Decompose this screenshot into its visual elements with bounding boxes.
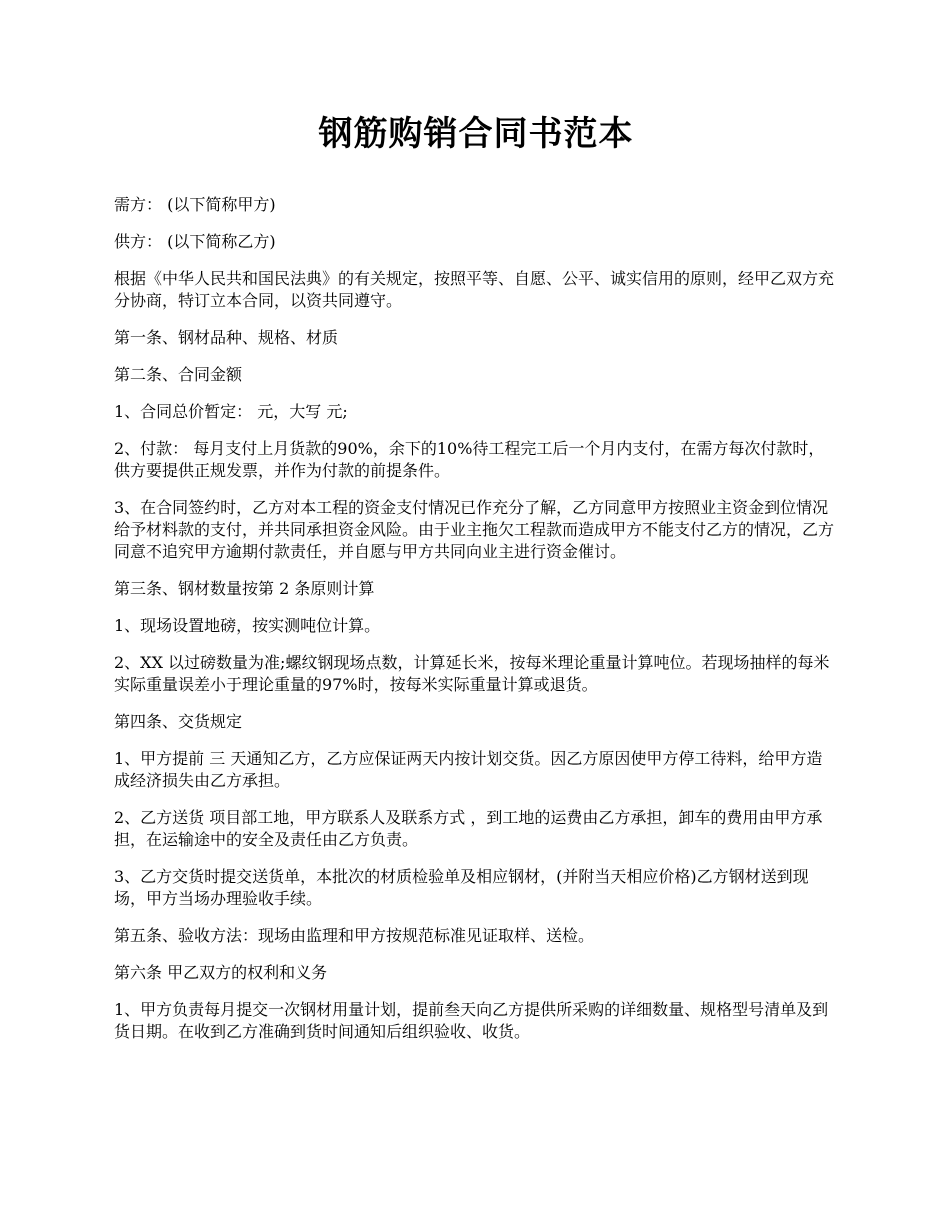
article-3-heading: 第三条、钢材数量按第 2 条原则计算 xyxy=(114,579,375,598)
article-1-heading: 第一条、钢材品种、规格、材质 xyxy=(114,328,339,347)
preamble-paragraph: 根据《中华人民共和国民法典》的有关规定，按照平等、自愿、公平、诚实信用的原则，经甲乙双方充分协商，特订立本合同，以资共同遵守。 xyxy=(114,269,835,310)
article-2-clause-3: 3、在合同签约时，乙方对本工程的资金支付情况已作充分了解，乙方同意甲方按照业主资金到位情况给予材料款的支付，并共同承担资金风险。由于业主拖欠工程款而造成甲方不能支付乙方的情况，乙方同意不追究甲方逾期付款责任，并自愿与甲方共同向业主进行资金催讨。 xyxy=(114,498,835,561)
article-4-clause-1: 1、甲方提前 三 天通知乙方，乙方应保证两天内按计划交货。因乙方原因使甲方停工待料，给甲方造成经济损失由乙方承担。 xyxy=(114,749,823,790)
article-3-clause-1: 1、现场设置地磅，按实测吨位计算。 xyxy=(114,616,381,635)
party-a-line: 需方： (以下简称甲方) xyxy=(114,195,276,214)
party-b-line: 供方： (以下简称乙方) xyxy=(114,232,276,251)
document-title: 钢筋购销合同书范本 xyxy=(318,114,634,154)
article-6-heading: 第六条 甲乙双方的权利和义务 xyxy=(114,963,328,982)
article-4-heading: 第四条、交货规定 xyxy=(114,712,243,731)
article-4-clause-2: 2、乙方送货 项目部工地，甲方联系人及联系方式 ，到工地的运费由乙方承担，卸车的费用由甲方承担，在运输途中的安全及责任由乙方负责。 xyxy=(114,808,823,849)
article-2-clause-1: 1、合同总价暂定： 元，大写 元; xyxy=(114,402,348,421)
article-6-clause-1: 1、甲方负责每月提交一次钢材用量计划，提前叁天向乙方提供所采购的详细数量、规格型号清单及到货日期。在收到乙方准确到货时间通知后组织验收、收货。 xyxy=(114,1000,829,1041)
article-4-clause-3: 3、乙方交货时提交送货单，本批次的材质检验单及相应钢材，(并附当天相应价格)乙方钢材送到现场，甲方当场办理验收手续。 xyxy=(114,867,809,908)
article-5-heading: 第五条、验收方法：现场由监理和甲方按规范标准见证取样、送检。 xyxy=(114,926,595,945)
article-3-clause-2: 2、XX 以过磅数量为准;螺纹钢现场点数，计算延长米，按每米理论重量计算吨位。若现场抽样的每米实际重量误差小于理论重量的97%时，按每米实际重量计算或退货。 xyxy=(114,653,830,694)
article-2-heading: 第二条、合同金额 xyxy=(114,365,243,384)
article-2-clause-2: 2、付款： 每月支付上月货款的90%，余下的10%待工程完工后一个月内支付，在需方每次付款时，供方要提供正规发票，并作为付款的前提条件。 xyxy=(114,439,825,480)
